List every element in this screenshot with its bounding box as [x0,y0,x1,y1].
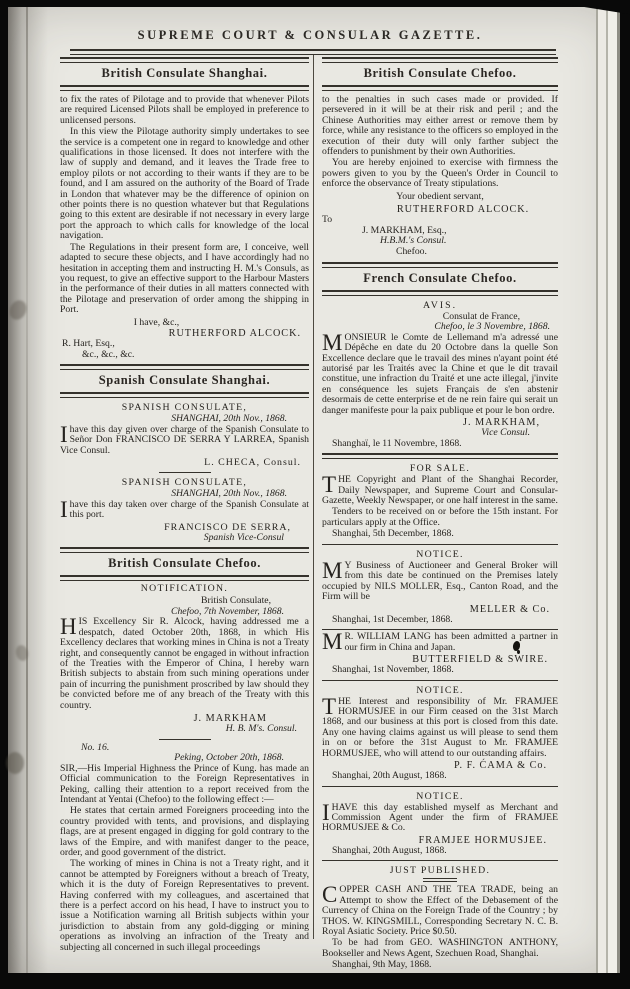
column-divider-rule [313,55,314,939]
addressee: J. MARKHAM, Esq., [362,224,447,236]
drop-cap: M [322,557,343,583]
page-edge-strip [608,7,617,973]
date-line: Shanghai, 1st November, 1868. [332,663,454,675]
date-line: Shanghai, 20th August, 1868. [332,844,447,856]
signature: FRANCISCO DE SERRA, [164,521,291,533]
drop-cap: T [322,472,337,498]
paragraph: SIR,—His Imperial Highness the Prince of Kung. has made an Official communication to the Foreign Representatives in Peking, calling their attention to a report received from the Intendant at Yentai (Chefoo) to the following effect :— [60,762,309,805]
date-line: Shanghai, 9th May, 1868. [332,959,432,971]
right-column [322,55,558,971]
signature: J. MARKHAM [193,712,267,724]
drop-cap: H [60,614,77,640]
signature: RUTHERFORD ALCOCK. [168,328,301,340]
paragraph: The Regulations in their present form are, I conceive, well adapted to secure these objects, and I have accordingly had no hesitation in accepting them and instructing H. M.'s Consuls, as you request, to give an effective support to the Harbour Masters in the performance of their duties in all matters connected with the Pilotage and preservation of order among the shipping in Port. [60,241,309,316]
left-column [60,55,309,954]
section-just-published [322,860,558,970]
signature-title: H. B. M's. Consul. [225,722,297,734]
place-date-line: Peking, October 20th, 1868. [174,752,284,764]
valediction: I have, &c., [133,316,180,328]
date-line: Shanghai, 5th December, 1868. [332,528,454,540]
date-line: SHANGHAI, 20th Nov., 1868. [171,413,287,425]
section-british-consulate-chefoo-left [60,547,309,953]
ink-smudge [6,752,24,774]
paragraph: THE Interest and responsibility of Mr. FRAMJEE HORMUSJEE in our Firm ceased on the 31st March 1868, and our business at this port is closed from this date. Any one having claims against us will please to send them in on or before the 31st August to Mr. FRAMJEE HORMUSJEE, who will attend to our outstanding affairs. [322,693,558,759]
notice-heading: FOR SALE. [409,463,471,475]
date-line: SHANGHAI, 20th Nov., 1868. [171,488,287,500]
section-rule [322,544,558,545]
notice-heading: AVIS. [422,299,458,311]
page-edge-shadow [617,7,620,973]
paper-crease [26,7,28,973]
masthead-title: SUPREME COURT & CONSULAR GAZETTE. [137,28,483,42]
section-title: Spanish Consulate Shanghai. [98,373,271,388]
signature-title: Spanish Vice-Consul [203,531,284,543]
section-spanish-consulate-shanghai [60,364,309,543]
paragraph: COPPER CASH AND THE TEA TRADE, being an Attempt to show the Effect of the Debasement of the Currency of China on the Foreign Trade of the Country ; by THOS. W. KINGSMILL, Corresponding Secretary N. C. B. Royal Asiatic Society. Price $0.50. [322,882,558,937]
section-rule [60,364,309,370]
paragraph: In this view the Pilotage authority simply undertakes to see the service is a competent one in regard to knowledge and other qualifications in those licensed. It does not interfere with the law of supply and demand, and it leaves the Trade free to employ pilots or not according to their wants if they are to be found, and I am assured on the authority of the Board of Trade in London that whatever may be the difference of opinion on other points there is no question whatever but that Regulations going to this extent are desirable if not necessary in every large port the approach to which calls for knowledge of the local navigation. [60,126,309,242]
paragraph: You are hereby enjoined to exercise with firmness the powers given to you by the Queen's Order in Council to enforce the observance of Treaty stipulations. [322,157,558,190]
addressee: R. Hart, Esq., [62,338,115,350]
drop-cap: T [322,693,337,719]
section-title: British Consulate Chefoo. [108,556,261,571]
signature: RUTHERFORD ALCOCK. [396,204,530,216]
section-notice-cama [322,680,558,782]
paragraph: MONSIEUR le Comte de Lellemand m'a adressé une Dépêche en date du 20 Octobre dans la quelle Son Excellence declare que le travail des mines n'ayant point été autorisé par les Traités avec la Chine et que le dit travail constitue, une infraction du Traité et une acte illegal, j'invite en conséquence les sujets Français de s'en abstenir desormais de cette enterprise et de ne rein faire qui serait un danger manifeste pour la paix publique et pour le bon ordre. [322,329,558,416]
signature-title: Vice Consul. [481,427,530,439]
section-rule [60,85,309,91]
drop-cap: I [60,421,68,447]
ornament-rule [423,878,457,882]
paragraph: IHAVE this day established myself as Merchant and Commission Agent under the firm of FRAMJEE HORMUSJEE & Co. [322,799,558,834]
paragraph: HIS Excellency Sir R. Alcock, having addressed me a despatch, dated October 20th, 1868, in which His Excellency declares that working mines in China is not a Treaty right, and consequently cannot be engaged in without infraction of the Treaties with the Emperor of China, I hereby warn British subjects to abstain from such mining operations under pain of incurring the punishment proscribed by law should they be convicted before me of any breach of the Treaty with this country. [60,614,309,711]
office-line: SPANISH CONSULATE, [121,402,248,414]
short-divider-rule [159,739,211,740]
date-line: Chefoo, 7th November, 1868. [170,605,284,617]
section-rule [322,85,558,91]
signature: FRAMJEE HORMUSJEE. [418,834,547,846]
section-notice-framjee [322,786,558,857]
drop-cap: I [322,799,330,825]
signature: BUTTERFIELD & SWIRE. [412,653,548,665]
section-title: British Consulate Chefoo. [363,66,517,80]
section-rule [60,57,309,63]
paragraph: Ihave this day taken over charge of the Spanish Consulate at this port. [60,496,309,522]
section-rule [322,629,558,630]
office-line: Consulat de France, [442,310,520,322]
signature: MELLER & Co. [469,603,550,615]
section-rule [322,786,558,787]
section-rule [322,680,558,681]
addressee: To [322,214,333,226]
addressee-title: H.B.M.'s Consul. [380,235,447,247]
despatch-number: No. 16. [81,741,110,753]
section-rule [322,57,558,63]
short-divider-rule [159,472,211,473]
paragraph: M R. WILLIAM LANG has been admitted a partner in our firm in China and Japan. [322,629,558,655]
paragraph: Ihave this day given over charge of the Spanish Consulate to Señor Don FRANCISCO DE SERRA Y LARREA, Spanish Vice Consul. [60,421,309,456]
section-french-consulate-chefoo [322,262,558,450]
section-notice-butterfield-swire [322,629,558,675]
section-notice-meller [322,544,558,625]
section-british-consulate-shanghai [60,57,309,360]
date-line: Shanghai, 1st December, 1868. [332,613,453,625]
paragraph: He states that certain armed Foreigners proceeding into the country provided with tents, and provisions, and displaying flags, are at present engaged in digging for gold contrary to the laws of the Empire, and with manifest danger to the peace, order, and good government of the district. [60,805,309,858]
drop-cap: M [322,629,343,655]
section-rule [60,392,309,398]
section-rule [322,262,558,268]
notice-heading: NOTICE. [416,548,464,560]
notice-heading: NOTICE. [416,684,464,696]
section-title: French Consulate Chefoo. [363,270,517,285]
date-line: Shanghaï, le 11 Novembre, 1868. [332,437,462,449]
section-title: British Consulate Shanghai. [101,66,268,80]
paragraph: THE Copyright and Plant of the Shanghai Recorder, Daily Newspaper, and Supreme Court and Consular-Gazette, Weekly Newspaper, or one half interest in the same. [322,472,558,507]
section-rule [322,860,558,861]
notice-heading: NOTIFICATION. [140,583,229,595]
addressee-place: Chefoo. [396,246,427,258]
paragraph: to fix the rates of Pilotage and to provide that whenever Pilots are required Licensed Pilots shall be employed in preference to unlicensed persons. [60,94,309,126]
paragraph: to the penalties in such cases made or provided. If persevered in it will be at their risk and peril ; and the Chinese Authorities may either arrest or remove them by force, while any resistance to the officers so employed in the execution of their duty will only farther subject the offenders to punishment by their own Authorities. [322,94,558,158]
section-for-sale [322,453,558,540]
office-line: British Consulate, [201,595,271,607]
section-british-consulate-chefoo-right [322,57,558,258]
valediction: Your obedient servant, [396,190,484,202]
binding-spine-shadow [8,7,48,973]
drop-cap: M [322,329,343,355]
signature: P. F. ĆAMA & Co. [453,759,547,771]
paragraph: M Y Business of Auctioneer and General Broker will from this date be continued on the Premises lately occupied by NILS MOLLER, Esq., Canton Road, and the Firm will be [322,557,558,603]
drop-cap: I [60,496,68,522]
notice-heading: JUST PUBLISHED. [389,865,491,877]
signature: J. MARKHAM, [463,417,540,429]
section-rule [322,453,558,459]
office-line: SPANISH CONSULATE, [121,477,248,489]
paragraph: Tenders to be received on or before the 15th instant. For particulars apply at the Office. [322,506,558,528]
section-rule [60,575,309,581]
section-rule [60,547,309,553]
addressee: &c., &c., &c. [82,348,135,360]
page-edge-strip [598,7,606,973]
date-line: Chefoo, le 3 Novembre, 1868. [434,321,550,333]
drop-cap: C [322,882,338,908]
notice-heading: NOTICE. [416,790,464,802]
signature: L. CHECA, Consul. [204,457,301,469]
section-rule [322,290,558,296]
paragraph: To be had from GEO. WASHINGTON ANTHONY, Bookseller and News Agent, Szechuen Road, Shanghai. [322,937,558,959]
paragraph: The working of mines in China is not a Treaty right, and it cannot be attempted by Foreigners without a breach of Treaty, which it is the duty of Foreign Representatives to prevent. Having conferred with my colleagues, and ascertained that there is a perfect accord on his head, I have to instruct you to issue a Notification warning all British subjects within your jurisdiction to abstain from any gold-digging or mining operations as involving an infraction of the Treaty and subjecting all concerned in such illegal proceedings [60,858,309,953]
date-line: Shanghai, 20th August, 1868. [332,769,447,781]
